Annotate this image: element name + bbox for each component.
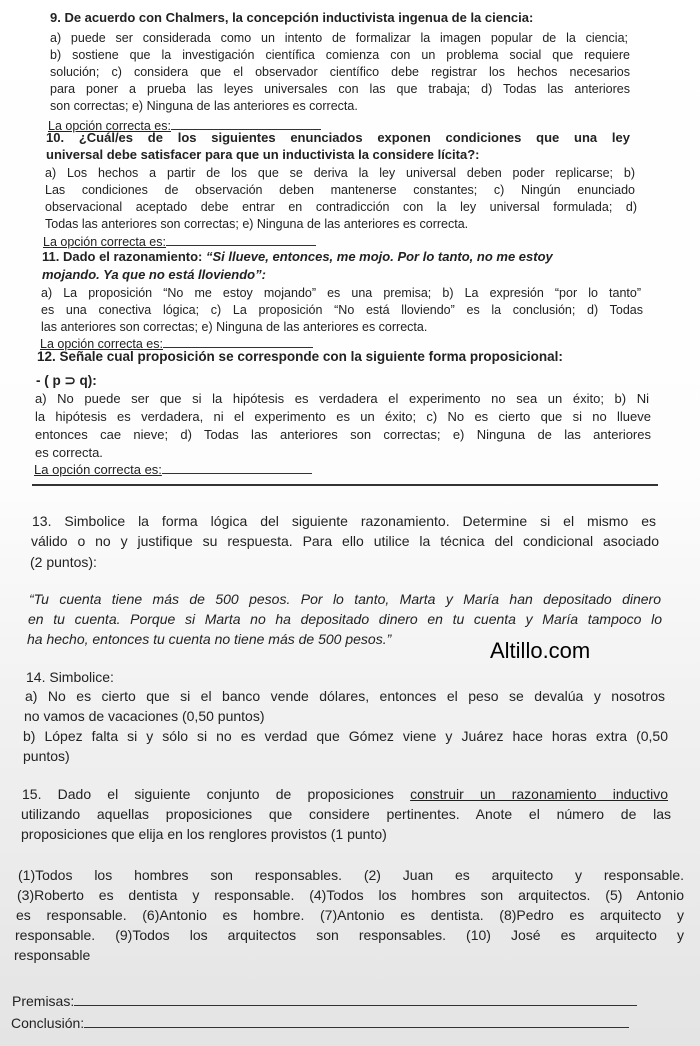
answer-blank[interactable]	[166, 245, 316, 246]
question-11-quote: mojando. Ya que no está lloviendo”:	[42, 267, 266, 282]
question-13-quote: “Tu cuenta tiene más de 500 pesos. Por lo tanto, Marta y María han depositado dinero	[29, 591, 661, 607]
question-10-title: 10. ¿Cuál/es de los siguientes enunciados exponen condiciones que una ley	[46, 130, 630, 145]
question-12-formula: - ( p ⊃ q):	[36, 373, 97, 388]
watermark: Altillo.com	[490, 638, 591, 663]
question-13-quote: en tu cuenta. Porque si Marta no ha depositado dinero en tu cuenta y María tampoco lo	[28, 611, 662, 627]
question-12-line: la hipótesis es verdadera, ni el experimento es un éxito; c) No es cierto que si no llueve	[35, 409, 651, 424]
answer-label: La opción correcta es:	[34, 462, 162, 477]
question-13-line: 13. Simbolice la forma lógica del siguiente razonamiento. Determine si el mismo es	[32, 513, 656, 529]
question-15-line: utilizando aquellas proposiciones que considere pertinentes. Anote el número de las	[21, 806, 671, 822]
question-13-line: válido o no y justifique su respuesta. Para ello utilice la técnica del condicional asociado	[31, 533, 659, 549]
question-9-line: para poner a prueba las leyes universales con las que trabaja; d) Todas las anteriores	[50, 82, 630, 96]
question-15-intro: 15. Dado el siguiente conjunto de proposiciones	[22, 786, 411, 802]
answer-blank[interactable]	[163, 347, 313, 348]
question-12-title: 12. Señale cual proposición se corresponde con la siguiente forma proposicional:	[37, 349, 563, 364]
question-12-line: a) No puede ser que si la hipótesis es verdadera el experimento no sea un éxito; b) Ni	[35, 391, 649, 406]
question-11-prefix: 11. Dado el razonamiento:	[42, 249, 206, 264]
answer-label: La opción correcta es:	[43, 235, 166, 249]
answer-label: La opción correcta es:	[48, 119, 171, 133]
proposition-line: responsable	[14, 947, 91, 963]
question-10-line: a) Los hechos a partir de los que se deriva la ley universal deben poder replicarse; b)	[45, 166, 635, 180]
question-10-line: Todas las anteriores son correctas; e) Ninguna de las anteriores es correcta.	[45, 217, 469, 231]
question-11-quote: “Si llueve, entonces, me mojo. Por lo tanto, no me estoy	[206, 249, 553, 264]
question-11-title	[42, 249, 553, 265]
premisas-label: Premisas:	[12, 993, 75, 1009]
question-12-line: es correcta.	[35, 445, 103, 460]
question-12-answer[interactable]	[34, 462, 312, 478]
question-14-line: puntos)	[23, 748, 70, 764]
question-11-line: a) La proposición “No me estoy mojando” es una premisa; b) La expresión “por lo tanto”	[41, 286, 641, 300]
question-10-line: Las condiciones de observación deben mantenerse constantes; c) Ningún enunciado	[45, 183, 635, 197]
proposition-line: (1)Todos los hombres son responsables. (2) Juan es arquitecto y responsable.	[18, 867, 684, 883]
premisas-blank[interactable]	[74, 1005, 637, 1006]
question-14-line: a) No es cierto que si el banco vende dólares, entonces el peso se devalúa y nosotros	[25, 688, 665, 704]
question-12-line: entonces cae nieve; d) Todas las anteriores son correctas; e) Ninguna de las anteriores	[35, 427, 651, 442]
question-10-title: universal debe satisfacer para que un inductivista la considere lícita?:	[46, 147, 480, 162]
question-15-line	[22, 785, 668, 803]
question-9-line: solución; c) considera que el observador científico debe registrar los hechos necesarios	[50, 65, 630, 79]
question-15-line: proposiciones que elija en los renglores provistos (1 punto)	[21, 826, 387, 842]
conclusion-label: Conclusión:	[11, 1015, 85, 1031]
conclusion-field[interactable]	[11, 1014, 629, 1032]
question-14-line: no vamos de vacaciones (0,50 puntos)	[24, 708, 265, 724]
answer-blank[interactable]	[162, 473, 312, 474]
question-15-emphasis: construir un razonamiento inductivo	[410, 786, 668, 802]
question-10-line: observacional aceptado debe entrar en contradicción con la ley universal formulada; d)	[45, 200, 637, 214]
answer-label: La opción correcta es:	[40, 337, 163, 351]
question-9-line: son correctas; e) Ninguna de las anteriores es correcta.	[50, 99, 358, 113]
proposition-line: (3)Roberto es dentista y responsable. (4)Todos los hombres son arquitectos. (5) Antonio	[17, 887, 684, 903]
section-divider	[32, 484, 658, 486]
question-11-line: es una conectiva lógica; c) La proposición “No está lloviendo” es la conclusión; d) Todas	[41, 303, 643, 317]
question-13-quote: ha hecho, entonces tu cuenta no tiene más de 500 pesos.”	[27, 631, 392, 647]
proposition-line: responsable. (9)Todos los arquitectos son responsables. (10) José es arquitecto y	[15, 927, 684, 943]
question-11-line: las anteriores son correctas; e) Ninguna de las anteriores es correcta.	[41, 320, 428, 334]
question-10-answer[interactable]	[43, 234, 316, 250]
question-14-line: b) López falta si y sólo si no es verdad que Gómez viene y Juárez hace horas extra (0,50	[23, 728, 668, 744]
proposition-line: es responsable. (6)Antonio es hombre. (7)Antonio es dentista. (8)Pedro es arquitecto y	[16, 907, 684, 923]
question-9-line: a) puede ser considerada como un intento de formalizar la imagen popular de la ciencia;	[50, 31, 628, 45]
premisas-field[interactable]	[12, 992, 637, 1010]
question-14-title: 14. Simbolice:	[26, 669, 114, 685]
question-9-title: 9. De acuerdo con Chalmers, la concepción inductivista ingenua de la ciencia:	[50, 10, 534, 25]
question-13-line: (2 puntos):	[30, 554, 97, 570]
question-9-line: b) sostiene que la investigación científica comienza con un problema social que requiere	[50, 48, 630, 62]
conclusion-blank[interactable]	[84, 1027, 629, 1028]
